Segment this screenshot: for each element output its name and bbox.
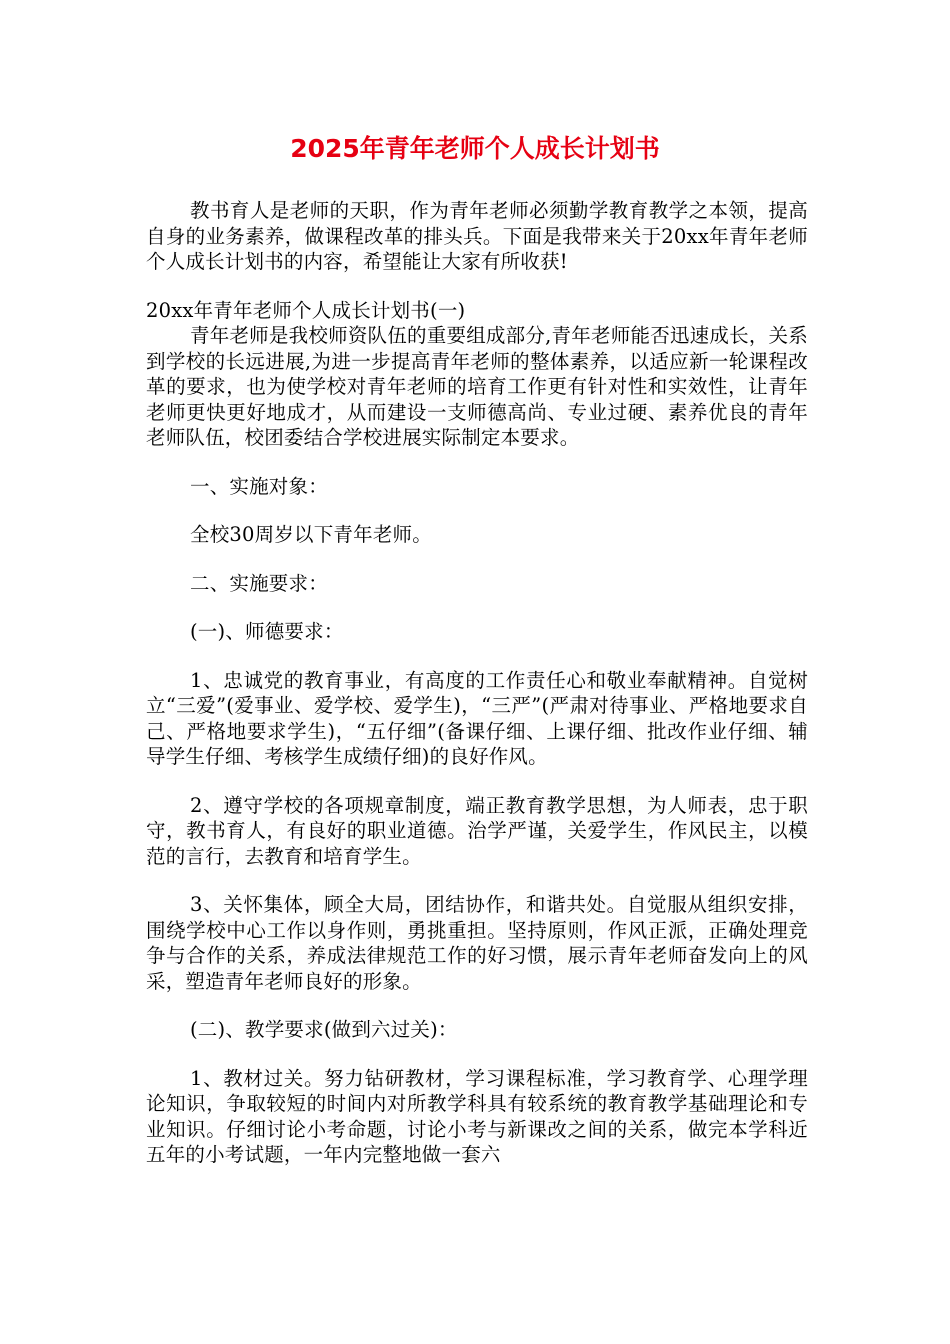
document-body [146, 198, 808, 1168]
section-heading: 20xx年青年老师个人成长计划书(一) [146, 298, 466, 322]
body-paragraph: 青年老师是我校师资队伍的重要组成部分,青年老师能否迅速成长，关系到学校的长远进展,为进一步提高青年老师的整体素养，以适应新一轮课程改革的要求，也为使学校对青年老师的培育工作更有针对性和实效性，让青年老师更快更好地成才，从而建设一支师德高尚、专业过硬、素养优良的青年老师队伍，校团委结合学校进展实际制定本要求。 [146, 324, 808, 449]
subheading-ethics-requirements: (一)、师德要求： [190, 620, 344, 643]
body-paragraph: 1、教材过关。努力钻研教材，学习课程标准，学习教育学、心理学理论知识，争取较短的时间内对所教学科具有较系统的教育教学基础理论和专业知识。仔细讨论小考命题，讨论小考与新课改之间的关系，做完本学科近五年的小考试题，一年内完整地做一套六 [146, 1066, 808, 1166]
intro-paragraph: 教书育人是老师的天职，作为青年老师必须勤学教育教学之本领，提高自身的业务素养，做课程改革的排头兵。下面是我带来关于20xx年青年老师个人成长计划书的内容，希望能让大家有所收获! [146, 199, 808, 273]
subheading-teaching-requirements: (二)、教学要求(做到六过关)： [190, 1018, 458, 1041]
subheading-implementation-requirements: 二、实施要求： [190, 571, 328, 595]
subheading-implementation-target: 一、实施对象： [190, 474, 328, 498]
document-title: 2025年青年老师个人成长计划书 [290, 134, 660, 163]
body-paragraph: 2、遵守学校的各项规章制度，端正教育教学思想，为人师表，忠于职守，教书育人，有良好的职业道德。治学严谨，关爱学生，作风民主，以模范的言行，去教育和培育学生。 [146, 793, 808, 868]
body-paragraph: 3、关怀集体，顾全大局，团结协作，和谐共处。自觉服从组织安排，围绕学校中心工作以身作则，勇挑重担。坚持原则，作风正派，正确处理竞争与合作的关系，养成法律规范工作的好习惯，展示青年老师奋发向上的风采，塑造青年老师良好的形象。 [146, 893, 808, 993]
body-paragraph: 全校30周岁以下青年老师。 [190, 523, 432, 546]
body-paragraph: 1、忠诚党的教育事业，有高度的工作责任心和敬业奉献精神。自觉树立“三爱”(爱事业、爱学校、爱学生)，“三严”(严肃对待事业、严格地要求自己、严格地要求学生)，“五仔细”(备课仔细、上课仔细、批改作业仔细、辅导学生仔细、考核学生成绩仔细)的良好作风。 [146, 668, 808, 768]
